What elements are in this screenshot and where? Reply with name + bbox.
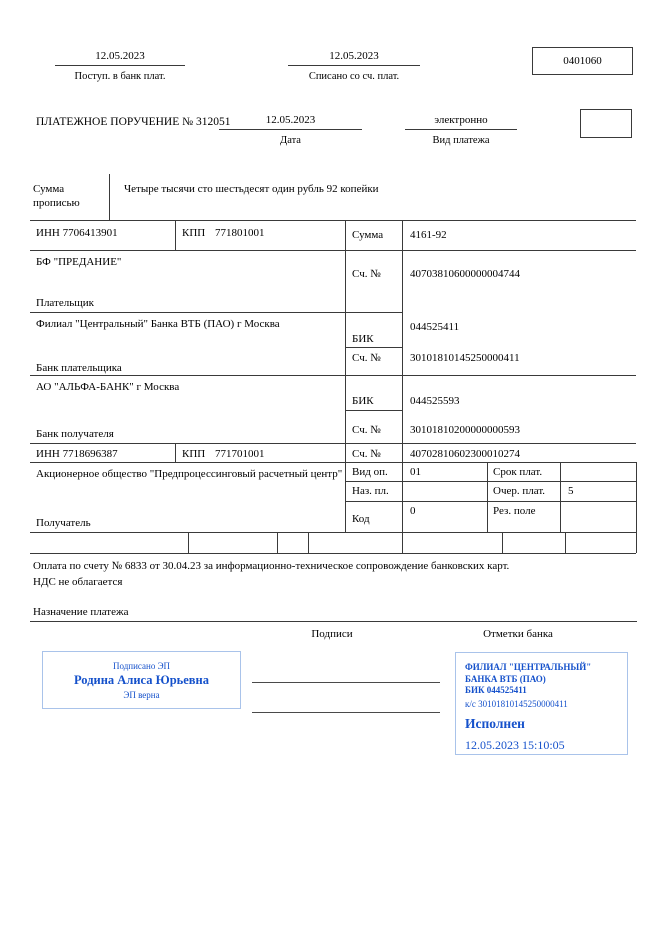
grid-line <box>30 443 636 444</box>
payer-bank-label: Банк плательщика <box>36 362 122 374</box>
beneficiary-bank-bik: 044525593 <box>410 395 460 407</box>
bank-stamp-status: Исполнен <box>465 716 525 732</box>
beneficiary-label: Получатель <box>36 517 91 529</box>
grid-line <box>402 220 403 553</box>
payer-account-label: Сч. № <box>352 268 381 280</box>
grid-line <box>345 220 346 532</box>
signature-stamp-verified: ЭП верна <box>123 689 160 700</box>
grid-line <box>308 532 309 553</box>
grid-line <box>30 250 636 251</box>
rez-pole-label: Рез. поле <box>493 505 536 517</box>
document-date: 12.05.2023 <box>219 114 362 130</box>
purpose-line2: НДС не облагается <box>33 576 123 588</box>
grid-line <box>487 462 488 532</box>
beneficiary-bank-bik-label: БИК <box>352 395 374 407</box>
bank-stamp-bik: БИК 044525411 <box>465 685 527 696</box>
sum-value: 4161-92 <box>410 229 447 241</box>
beneficiary-bank-name: АО "АЛЬФА-БАНК" г Москва <box>36 381 180 393</box>
bank-stamp-datetime: 12.05.2023 15:10:05 <box>465 738 565 753</box>
document-title: ПЛАТЕЖНОЕ ПОРУЧЕНИЕ № 312051 <box>36 116 231 128</box>
payer-bank-account: 30101810145250000411 <box>410 352 520 364</box>
grid-line <box>345 410 402 411</box>
beneficiary-bank-account: 30101810200000000593 <box>410 424 520 436</box>
grid-line <box>109 174 110 220</box>
payer-name: БФ "ПРЕДАНИЕ" <box>36 256 122 268</box>
beneficiary-account-label: Сч. № <box>352 448 381 460</box>
payer-bank-account-label: Сч. № <box>352 352 381 364</box>
sum-label: Сумма <box>352 229 384 241</box>
kod-label: Код <box>352 513 370 525</box>
signer-name: Родина Алиса Юрьевна <box>73 672 210 687</box>
beneficiary-bank-account-label: Сч. № <box>352 424 381 436</box>
amount-words-label-line1: Сумма <box>33 183 65 195</box>
payer-kpp-value: 771801001 <box>215 227 265 239</box>
kod-value: 0 <box>410 505 416 517</box>
grid-line <box>30 553 636 554</box>
payer-inn: ИНН 7706413901 <box>36 227 118 239</box>
vid-op-value: 01 <box>410 466 421 478</box>
signature-stamp-title: Подписано ЭП <box>112 660 171 671</box>
signatures-label: Подписи <box>311 628 353 640</box>
grid-line <box>175 220 176 250</box>
payer-label: Плательщик <box>36 297 94 309</box>
amount-in-words: Четыре тысячи сто шестьдесят один рубль 92 копейки <box>124 183 379 195</box>
purpose-label: Назначение платежа <box>33 606 129 618</box>
grid-line <box>565 532 566 553</box>
payment-kind-label: Вид платежа <box>432 135 490 146</box>
vid-op-label: Вид оп. <box>352 466 388 478</box>
naz-pl-label: Наз. пл. <box>352 485 389 497</box>
ocher-plat-label: Очер. плат. <box>493 485 546 497</box>
grid-line <box>277 532 278 553</box>
received-in-bank-label: Поступ. в банк плат. <box>74 71 166 82</box>
status-empty-box <box>580 109 632 138</box>
grid-line <box>30 220 636 221</box>
signature-line <box>252 682 440 683</box>
bank-execution-stamp <box>455 652 628 755</box>
payer-bank-bik: 044525411 <box>410 321 460 333</box>
payer-kpp-label: КПП <box>182 227 206 239</box>
grid-line <box>502 532 503 553</box>
debited-from-account-date: 12.05.2023 <box>288 50 420 66</box>
srok-plat-label: Срок плат. <box>493 466 543 478</box>
grid-line <box>345 501 636 502</box>
payer-bank-name: Филиал "Центральный" Банка ВТБ (ПАО) г Москва <box>36 318 280 330</box>
beneficiary-kpp-label: КПП <box>182 448 206 460</box>
debited-from-account-label: Списано со сч. плат. <box>308 71 400 82</box>
bank-marks-label: Отметки банка <box>483 628 553 640</box>
grid-line <box>30 462 636 463</box>
grid-line <box>175 443 176 462</box>
grid-line <box>345 347 402 348</box>
amount-words-label-line2: прописью <box>33 197 80 209</box>
grid-line <box>30 532 636 533</box>
beneficiary-kpp-value: 771701001 <box>215 448 265 460</box>
grid-line <box>188 532 189 553</box>
electronic-signature-stamp <box>42 651 241 709</box>
payment-kind-value: электронно <box>405 114 517 130</box>
beneficiary-bank-label: Банк получателя <box>36 428 114 440</box>
grid-line <box>30 375 636 376</box>
grid-line <box>345 481 636 482</box>
grid-line <box>560 462 561 532</box>
ocher-plat-value: 5 <box>568 485 574 497</box>
grid-line <box>636 462 637 553</box>
beneficiary-inn: ИНН 7718696387 <box>36 448 118 460</box>
form-code-box: 0401060 <box>532 47 633 75</box>
payer-bank-bik-label: БИК <box>352 333 374 345</box>
bank-stamp-bank-name: ФИЛИАЛ "ЦЕНТРАЛЬНЫЙ" БАНКА ВТБ (ПАО) <box>465 662 592 684</box>
signature-line <box>252 712 440 713</box>
purpose-line1: Оплата по счету № 6833 от 30.04.23 за информационно-техническое сопровождение банковских карт. <box>33 560 510 572</box>
payer-account: 40703810600000004744 <box>410 268 520 280</box>
beneficiary-name: Акционерное общество "Предпроцессинговый расчетный центр" <box>36 468 343 480</box>
grid-line <box>30 312 402 313</box>
beneficiary-account: 40702810602300010274 <box>410 448 520 460</box>
purpose-underline <box>30 621 637 622</box>
received-in-bank-date: 12.05.2023 <box>55 50 185 66</box>
document-date-label: Дата <box>280 135 301 146</box>
bank-stamp-corr-account: к/с 30101810145250000411 <box>465 699 568 710</box>
